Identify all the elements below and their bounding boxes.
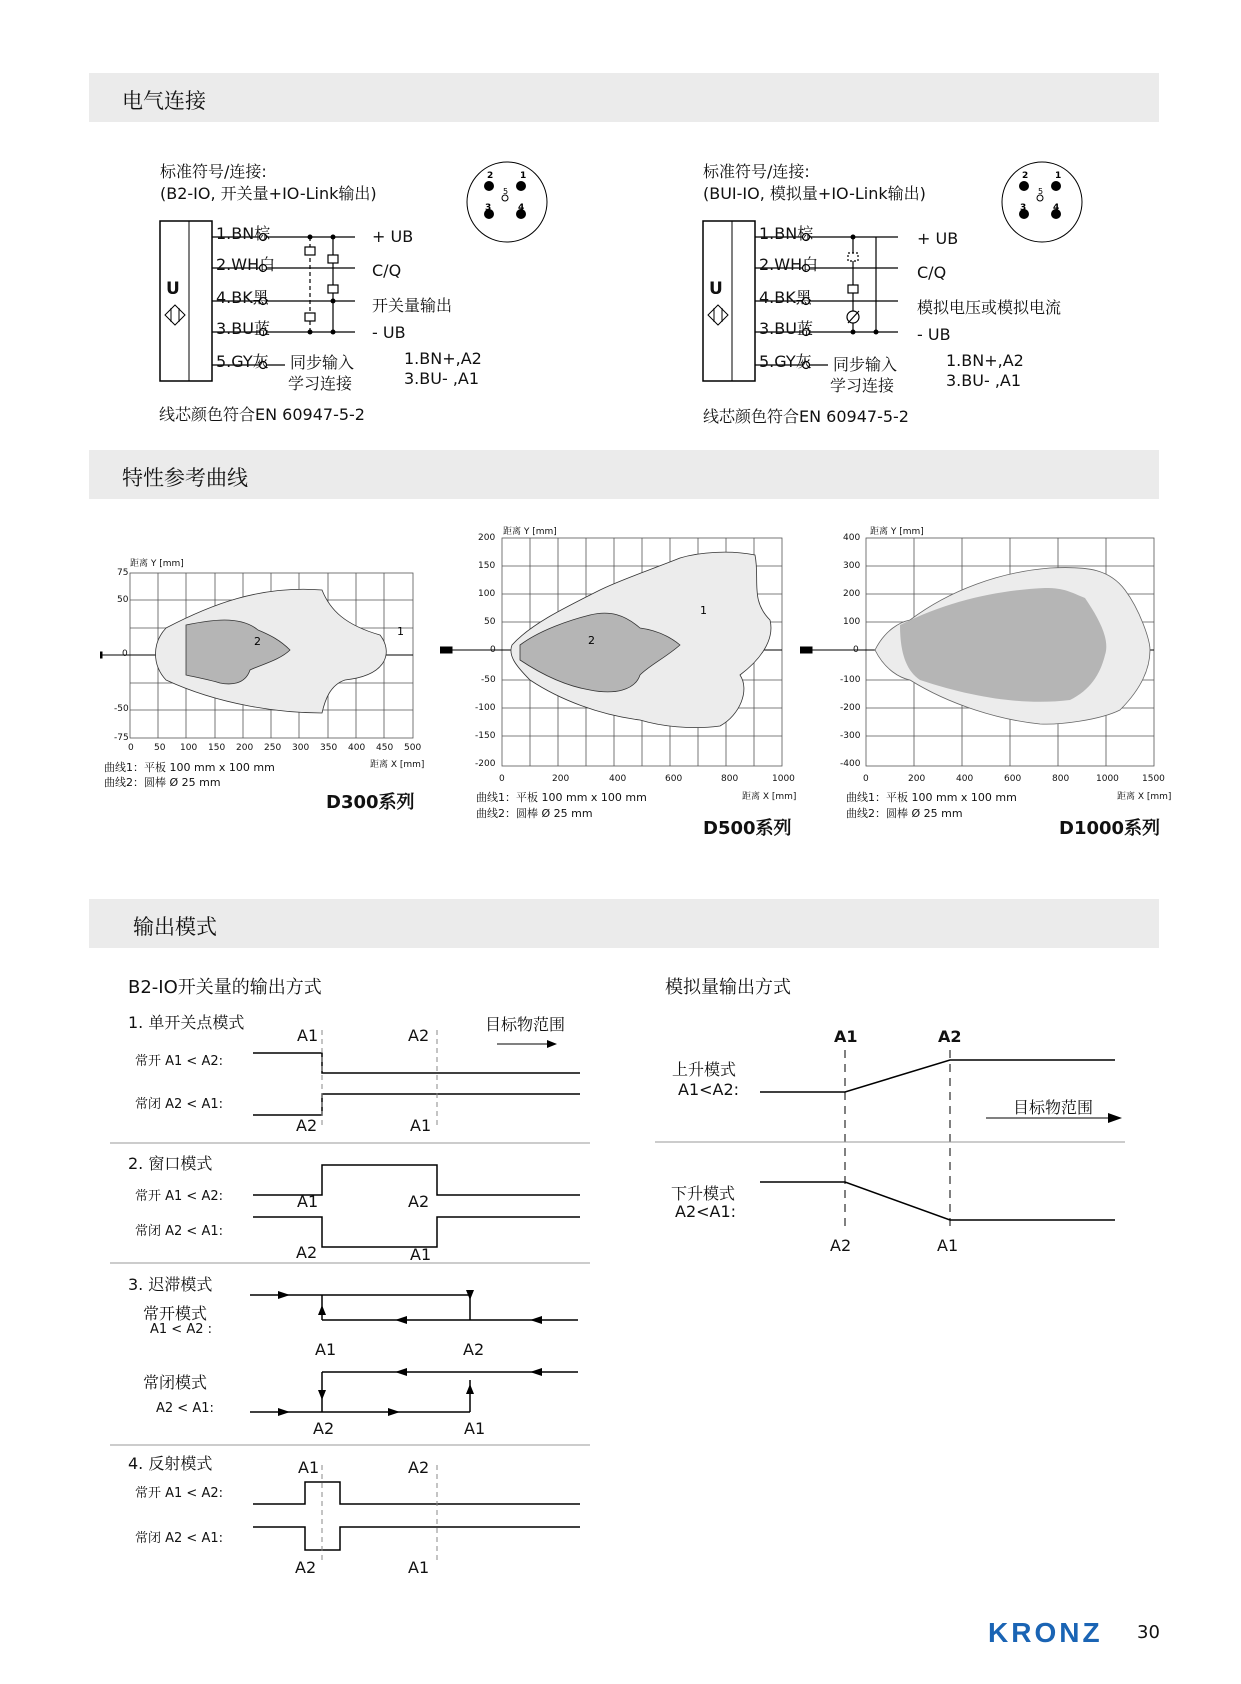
y-tick: -75 — [114, 733, 129, 743]
y-tick: 400 — [843, 533, 861, 543]
rising-mode-condition: A1<A2: — [678, 1080, 740, 1099]
series-label: D300系列 — [326, 792, 415, 813]
no-label: 常开 A1 < A2: — [135, 1486, 223, 1501]
falling-mode-condition: A2<A1: — [675, 1202, 737, 1221]
series-label: D1000系列 — [1059, 818, 1161, 839]
no-label: 常开 A1 < A2: — [135, 1054, 223, 1069]
x-tick: 100 — [180, 743, 198, 753]
nc-mode-condition: A2 < A1: — [156, 1401, 214, 1416]
nc-label: 常闭 A2 < A1: — [135, 1224, 223, 1239]
wiring-title: 标准符号/连接: — [703, 162, 810, 181]
y-axis-label: 距离 Y [mm] — [130, 559, 184, 569]
nc-label: 常闭 A2 < A1: — [135, 1531, 223, 1546]
svg-text:4: 4 — [1053, 203, 1060, 213]
wiring-subtitle: (B2-IO, 开关量+IO-Link输出) — [160, 184, 377, 203]
wire-label: 3.BU蓝 — [759, 319, 813, 338]
switching-modes-title: B2-IO开关量的输出方式 — [128, 977, 322, 998]
y-tick: -200 — [840, 703, 861, 713]
a2-marker: A2 — [408, 1026, 430, 1045]
rising-mode-label: 上升模式 — [672, 1060, 737, 1079]
a2-marker: A2 — [408, 1458, 430, 1477]
x-tick: 1500 — [1142, 774, 1165, 784]
y-tick: -150 — [475, 731, 496, 741]
x-tick: 0 — [128, 743, 134, 753]
y-tick: -100 — [475, 703, 496, 713]
legend-curve-1: 曲线1：平板 100 mm x 100 mm — [846, 791, 1017, 804]
y-tick: -400 — [840, 759, 861, 769]
svg-text:3: 3 — [485, 203, 492, 213]
wire-label: 4.BK黑 — [759, 288, 812, 307]
a1-marker: A1 — [410, 1245, 432, 1264]
x-tick: 450 — [376, 743, 394, 753]
section-title: 电气连接 — [122, 89, 206, 113]
x-tick: 50 — [154, 743, 166, 753]
x-tick: 400 — [956, 774, 974, 784]
y-axis-label: 距离 Y [mm] — [503, 527, 557, 537]
a2-marker: A2 — [463, 1340, 485, 1359]
a1-marker: A1 — [297, 1026, 319, 1045]
y-axis-label: 距离 Y [mm] — [870, 527, 924, 537]
output-label: + UB — [917, 229, 959, 248]
section-band-electrical — [89, 73, 1159, 122]
x-axis-label: 距离 X [mm] — [1117, 792, 1172, 802]
no-mode-condition: A1 < A2 : — [150, 1322, 212, 1337]
y-tick: 100 — [478, 589, 496, 599]
x-tick: 0 — [863, 774, 869, 784]
svg-text:5: 5 — [1038, 187, 1044, 196]
curve-1-label: 1 — [397, 625, 404, 638]
x-tick: 1000 — [1096, 774, 1119, 784]
section-title: 输出模式 — [133, 915, 217, 939]
teach-label: 学习连接 — [288, 374, 353, 393]
y-tick: -50 — [114, 704, 129, 714]
wire-label: 5.GY灰 — [216, 352, 269, 371]
legend-curve-1: 曲线1：平板 100 mm x 100 mm — [104, 761, 275, 774]
a1-marker: A1 — [297, 1192, 319, 1211]
x-tick: 350 — [320, 743, 338, 753]
teach-a-label: 1.BN+,A2 — [946, 351, 1024, 370]
curve-1-label: 1 — [700, 604, 707, 617]
a2-marker: A2 — [296, 1116, 318, 1135]
x-tick: 600 — [1004, 774, 1022, 784]
no-mode-label: 常开模式 — [143, 1304, 208, 1323]
svg-text:2: 2 — [1022, 171, 1029, 181]
a1-marker: A1 — [298, 1458, 320, 1477]
output-label: - UB — [372, 323, 406, 342]
y-tick: -50 — [481, 675, 496, 685]
connector-pinout — [465, 160, 555, 250]
x-tick: 0 — [499, 774, 505, 784]
x-tick: 200 — [908, 774, 926, 784]
falling-mode-label: 下升模式 — [671, 1184, 736, 1203]
mode-2-title: 2. 窗口模式 — [128, 1154, 213, 1173]
wire-label: 2.WH白 — [759, 255, 819, 274]
a2-marker: A2 — [408, 1192, 430, 1211]
series-label: D500系列 — [703, 818, 792, 839]
a2-marker: A2 — [295, 1558, 317, 1577]
y-tick: 0 — [490, 645, 496, 655]
x-tick: 500 — [404, 743, 422, 753]
output-label: + UB — [372, 227, 414, 246]
y-tick: -200 — [475, 759, 496, 769]
wire-label: 4.BK黑 — [216, 288, 269, 307]
section-title: 特性参考曲线 — [122, 466, 248, 490]
output-label: 模拟电压或模拟电流 — [917, 298, 1062, 317]
y-tick: 50 — [117, 595, 129, 605]
wire-label: 1.BN棕 — [759, 224, 814, 243]
target-range-label: 目标物范围 — [1013, 1098, 1094, 1117]
x-tick: 150 — [208, 743, 226, 753]
sensor-symbol-u: U — [166, 279, 180, 299]
wiring-subtitle: (BUI-IO, 模拟量+IO-Link输出) — [703, 184, 926, 203]
wire-color-note: 线芯颜色符合EN 60947-5-2 — [703, 407, 909, 426]
curve-2-label: 2 — [588, 634, 595, 647]
y-tick: 150 — [478, 561, 496, 571]
x-tick: 300 — [292, 743, 310, 753]
svg-text:1: 1 — [520, 171, 527, 181]
a2-marker: A2 — [313, 1419, 335, 1438]
a2-marker: A2 — [296, 1243, 318, 1262]
switching-mode-diagrams — [110, 1000, 600, 1600]
x-tick: 800 — [1052, 774, 1070, 784]
y-tick: -100 — [840, 675, 861, 685]
y-tick: 100 — [843, 617, 861, 627]
x-axis-label: 距离 X [mm] — [742, 792, 797, 802]
y-tick: 300 — [843, 561, 861, 571]
mode-1-title: 1. 单开关点模式 — [128, 1013, 245, 1032]
analog-modes-title: 模拟量输出方式 — [665, 977, 791, 998]
y-tick: 0 — [122, 649, 128, 659]
svg-text:4: 4 — [518, 203, 525, 213]
a1-marker: A1 — [315, 1340, 337, 1359]
x-tick: 600 — [665, 774, 683, 784]
y-tick: 75 — [117, 568, 129, 578]
wire-color-note: 线芯颜色符合EN 60947-5-2 — [159, 405, 365, 424]
wire-label: 1.BN棕 — [216, 224, 271, 243]
a1-marker: A1 — [410, 1116, 432, 1135]
a2-marker: A2 — [830, 1236, 852, 1255]
svg-text:1: 1 — [1055, 171, 1062, 181]
svg-text:5: 5 — [503, 187, 509, 196]
svg-text:3: 3 — [1020, 203, 1027, 213]
chart-plot — [100, 565, 430, 765]
x-tick: 200 — [552, 774, 570, 784]
sync-input-label: 同步输入 — [833, 355, 898, 374]
x-tick: 1000 — [772, 774, 795, 784]
y-tick: 200 — [478, 533, 496, 543]
y-tick: 200 — [843, 589, 861, 599]
analog-mode-diagrams — [650, 1020, 1130, 1260]
a1-marker: A1 — [834, 1027, 858, 1046]
output-label: 开关量输出 — [372, 296, 453, 315]
a1-marker: A1 — [937, 1236, 959, 1255]
wire-label: 2.WH白 — [216, 255, 276, 274]
brand-logo: KRONZ — [988, 1617, 1103, 1648]
curve-2-label: 2 — [254, 635, 261, 648]
legend-curve-2: 曲线2：圆棒 Ø 25 mm — [476, 807, 593, 820]
a1-marker: A1 — [408, 1558, 430, 1577]
section-band-curves — [89, 450, 1159, 499]
mode-3-title: 3. 迟滞模式 — [128, 1275, 213, 1294]
x-tick: 800 — [721, 774, 739, 784]
y-tick: 0 — [853, 645, 859, 655]
y-tick: 50 — [484, 617, 496, 627]
teach-a-label: 1.BN+,A2 — [404, 349, 482, 368]
wire-label: 5.GY灰 — [759, 352, 812, 371]
section-band-output — [89, 899, 1159, 948]
legend-curve-1: 曲线1：平板 100 mm x 100 mm — [476, 791, 647, 804]
no-label: 常开 A1 < A2: — [135, 1189, 223, 1204]
legend-curve-2: 曲线2：圆棒 Ø 25 mm — [846, 807, 963, 820]
target-range-label: 目标物范围 — [485, 1015, 566, 1034]
nc-mode-label: 常闭模式 — [143, 1373, 208, 1392]
x-tick: 250 — [264, 743, 282, 753]
a2-marker: A2 — [938, 1027, 962, 1046]
sync-input-label: 同步输入 — [290, 353, 355, 372]
mode-4-title: 4. 反射模式 — [128, 1454, 213, 1473]
wire-label: 3.BU蓝 — [216, 319, 270, 338]
connector-pinout — [1000, 160, 1090, 250]
wiring-title: 标准符号/连接: — [160, 162, 267, 181]
output-label: - UB — [917, 325, 951, 344]
x-axis-label: 距离 X [mm] — [370, 760, 425, 770]
y-tick: -300 — [840, 731, 861, 741]
teach-b-label: 3.BU- ,A1 — [404, 369, 480, 388]
teach-label: 学习连接 — [830, 376, 895, 395]
x-tick: 400 — [348, 743, 366, 753]
svg-text:2: 2 — [487, 171, 494, 181]
output-label: C/Q — [372, 261, 402, 280]
nc-label: 常闭 A2 < A1: — [135, 1097, 223, 1112]
page-number: 30 — [1137, 1622, 1160, 1643]
sensor-symbol-u: U — [709, 279, 723, 299]
output-label: C/Q — [917, 263, 947, 282]
a1-marker: A1 — [464, 1419, 486, 1438]
x-tick: 200 — [236, 743, 254, 753]
teach-b-label: 3.BU- ,A1 — [946, 371, 1022, 390]
legend-curve-2: 曲线2：圆棒 Ø 25 mm — [104, 776, 221, 789]
x-tick: 400 — [609, 774, 627, 784]
